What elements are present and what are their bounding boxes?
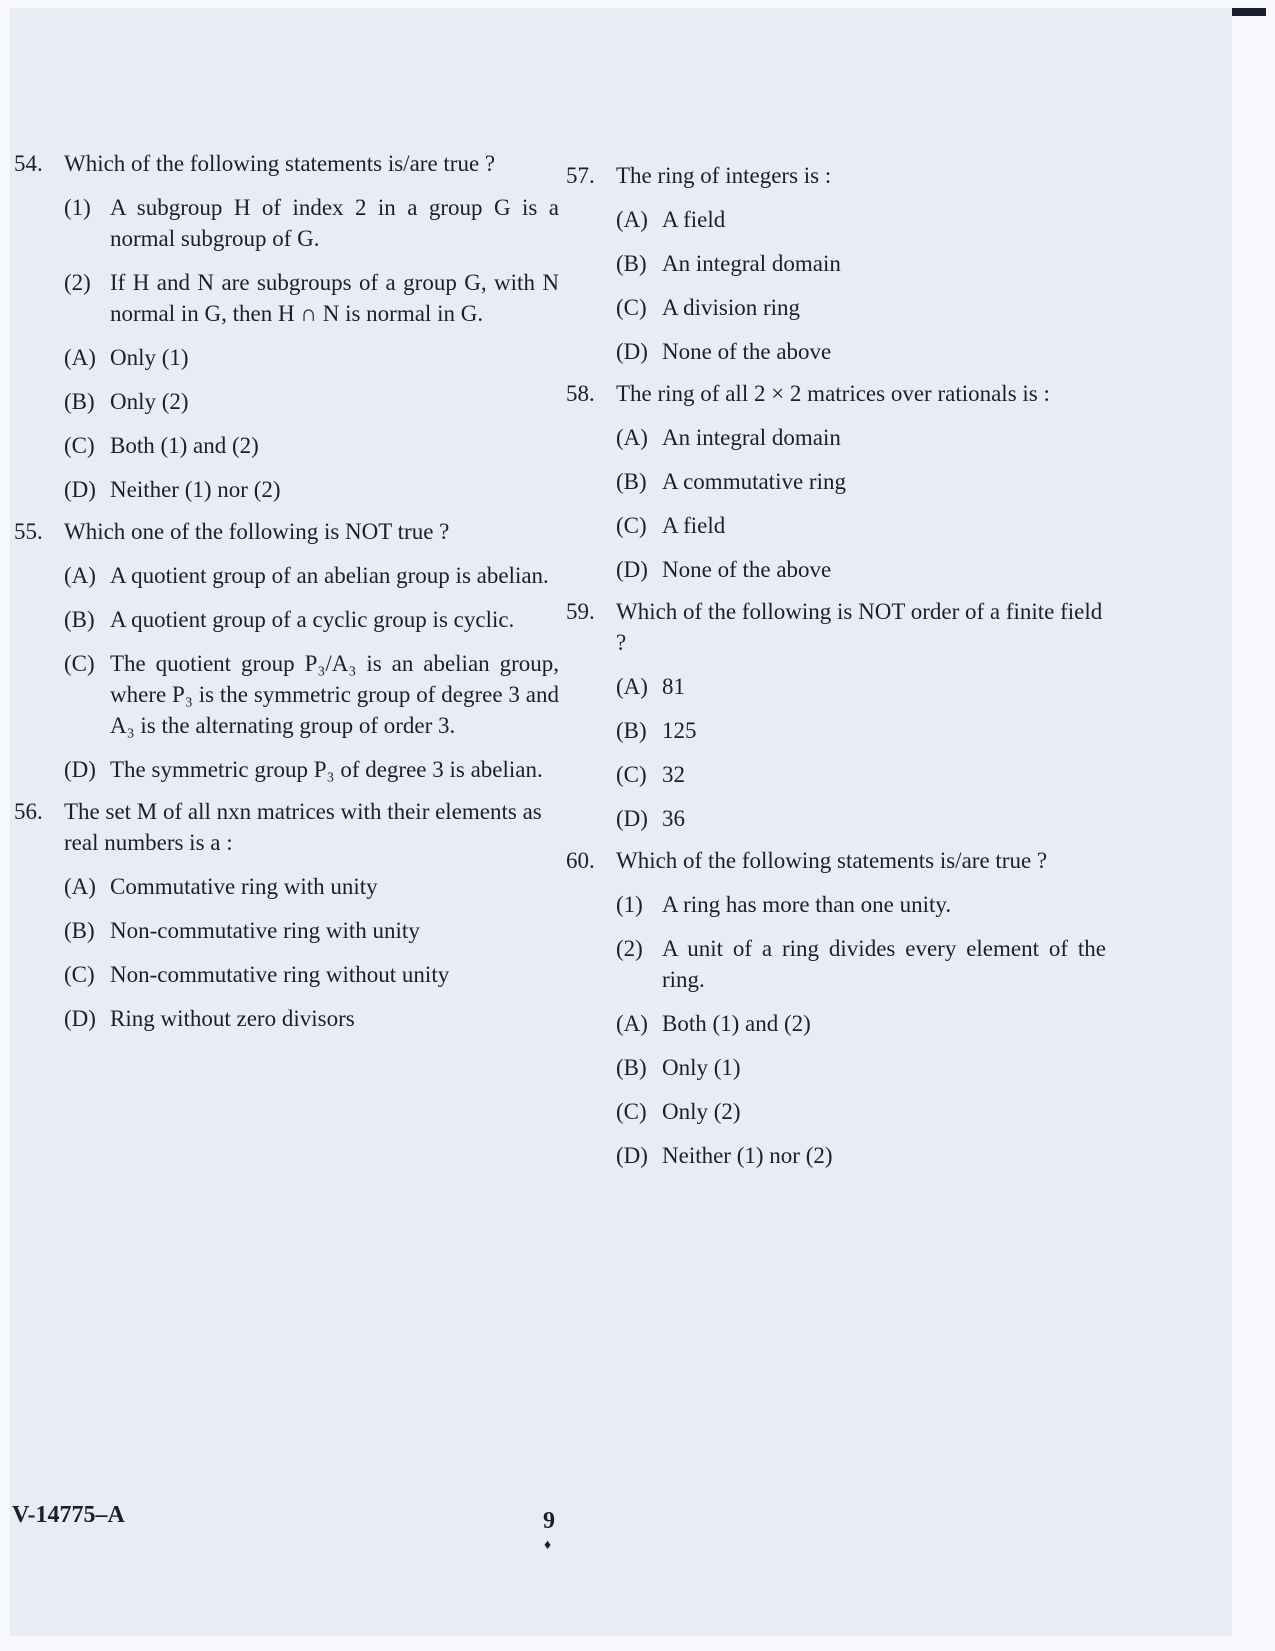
option-b: [64, 915, 559, 946]
question-number: 56.: [14, 799, 43, 824]
option-text: 32: [662, 762, 685, 787]
option-label: (B): [616, 251, 647, 276]
option-text: 125: [662, 718, 697, 743]
statement-text: If H and N are subgroups of a group G, with N normal in G, then H ∩ N is normal in G.: [110, 270, 559, 326]
question-number: 60.: [566, 848, 595, 873]
option-label: (A): [64, 874, 96, 899]
option-label: (C): [616, 762, 647, 787]
option-label: (A): [64, 563, 96, 588]
option-text: An integral domain: [662, 425, 841, 450]
option-b: [616, 715, 1106, 746]
option-text: A commutative ring: [662, 469, 846, 494]
option-label: (B): [616, 1055, 647, 1080]
question-55: [14, 516, 559, 785]
question-59: [566, 596, 1106, 834]
statement-label: (2): [616, 936, 643, 961]
option-label: (D): [616, 1143, 648, 1168]
option-a: [64, 342, 559, 373]
option-label: (C): [616, 295, 647, 320]
option-label: (C): [64, 962, 95, 987]
question-text: Which one of the following is NOT true ?: [64, 519, 450, 544]
question-text: Which of the following statements is/are true ?: [616, 848, 1048, 873]
question-56: [14, 796, 559, 1034]
option-label: (D): [64, 1006, 96, 1031]
option-a: [616, 204, 1106, 235]
option-label: (D): [64, 757, 96, 782]
option-text: The quotient group P₃/A₃ is an abelian group, where P₃ is the symmetric group of degree 3 and A₃ is the alternating group of order 3.: [110, 651, 559, 738]
option-d: [64, 474, 559, 505]
left-column: [14, 148, 559, 1034]
option-b: [64, 386, 559, 417]
statement-label: (1): [616, 892, 643, 917]
diamond-marker: ♦: [544, 1538, 552, 1553]
option-text: Only (2): [662, 1099, 741, 1124]
option-c: [616, 292, 1106, 323]
question-number: 54.: [14, 151, 43, 176]
option-text: Only (1): [662, 1055, 741, 1080]
option-text: The symmetric group P₃ of degree 3 is abelian.: [110, 757, 543, 782]
statement-text: A ring has more than one unity.: [662, 892, 952, 917]
option-label: (B): [64, 389, 95, 414]
option-label: (B): [64, 918, 95, 943]
option-label: (D): [616, 557, 648, 582]
option-text: Neither (1) nor (2): [662, 1143, 833, 1168]
statement-label: (1): [64, 195, 91, 220]
question-number: 58.: [566, 381, 595, 406]
option-c: [64, 648, 559, 741]
option-a: [616, 671, 1106, 702]
option-text: Both (1) and (2): [110, 433, 259, 458]
question-number: 55.: [14, 519, 43, 544]
option-c: [64, 430, 559, 461]
question-60: [566, 845, 1106, 1171]
option-c: [64, 959, 559, 990]
option-label: (A): [616, 207, 648, 232]
question-text: The ring of all 2 × 2 matrices over rationals is :: [616, 381, 1050, 406]
question-text: The ring of integers is :: [616, 163, 832, 188]
option-label: (A): [64, 345, 96, 370]
option-text: 36: [662, 806, 685, 831]
option-b: [64, 604, 559, 635]
paper-code: V-14775–A: [12, 1502, 125, 1528]
option-text: Only (1): [110, 345, 189, 370]
option-d: [616, 1140, 1106, 1171]
statement-text: A unit of a ring divides every element of the ring.: [662, 936, 1106, 992]
option-d: [616, 554, 1106, 585]
option-b: [616, 248, 1106, 279]
option-text: Both (1) and (2): [662, 1011, 811, 1036]
option-text: Neither (1) nor (2): [110, 477, 281, 502]
option-label: (C): [64, 651, 95, 676]
question-54: [14, 148, 559, 505]
option-label: (B): [64, 607, 95, 632]
statement-1: [616, 889, 1106, 920]
option-a: [616, 422, 1106, 453]
option-d: [616, 803, 1106, 834]
question-57: [566, 160, 1106, 367]
option-c: [616, 1096, 1106, 1127]
question-text: Which of the following statements is/are true ?: [64, 151, 496, 176]
option-label: (C): [616, 1099, 647, 1124]
question-number: 59.: [566, 599, 595, 624]
option-c: [616, 759, 1106, 790]
option-label: (D): [616, 806, 648, 831]
option-text: 81: [662, 674, 685, 699]
question-text: Which of the following is NOT order of a finite field ?: [616, 599, 1103, 655]
scan-edge-mark: [1232, 8, 1266, 16]
option-label: (C): [616, 513, 647, 538]
option-d: [64, 1003, 559, 1034]
page-number: 9: [543, 1508, 555, 1534]
option-text: Only (2): [110, 389, 189, 414]
option-text: A quotient group of an abelian group is abelian.: [110, 563, 549, 588]
option-text: None of the above: [662, 557, 832, 582]
option-label: (D): [616, 339, 648, 364]
option-label: (D): [64, 477, 96, 502]
question-text: The set M of all nxn matrices with their elements as real numbers is a :: [64, 799, 542, 855]
option-text: A division ring: [662, 295, 801, 320]
option-text: Ring without zero divisors: [110, 1006, 355, 1031]
statement-2: [616, 933, 1106, 995]
option-a: [64, 871, 559, 902]
option-b: [616, 1052, 1106, 1083]
option-a: [64, 560, 559, 591]
option-text: A quotient group of a cyclic group is cyclic.: [110, 607, 515, 632]
option-text: Non-commutative ring with unity: [110, 918, 420, 943]
question-58: [566, 378, 1106, 585]
statement-text: A subgroup H of index 2 in a group G is a normal subgroup of G.: [110, 195, 559, 251]
statement-2: [64, 267, 559, 329]
right-column: [566, 160, 1106, 1171]
option-b: [616, 466, 1106, 497]
option-label: (A): [616, 674, 648, 699]
option-text: A field: [662, 513, 726, 538]
option-text: Non-commutative ring without unity: [110, 962, 450, 987]
statement-1: [64, 192, 559, 254]
option-label: (C): [64, 433, 95, 458]
option-text: A field: [662, 207, 726, 232]
option-text: Commutative ring with unity: [110, 874, 378, 899]
option-label: (A): [616, 1011, 648, 1036]
option-d: [64, 754, 559, 785]
question-number: 57.: [566, 163, 595, 188]
option-text: None of the above: [662, 339, 832, 364]
statement-label: (2): [64, 270, 91, 295]
option-a: [616, 1008, 1106, 1039]
option-text: An integral domain: [662, 251, 841, 276]
option-c: [616, 510, 1106, 541]
option-d: [616, 336, 1106, 367]
option-label: (A): [616, 425, 648, 450]
option-label: (B): [616, 718, 647, 743]
option-label: (B): [616, 469, 647, 494]
